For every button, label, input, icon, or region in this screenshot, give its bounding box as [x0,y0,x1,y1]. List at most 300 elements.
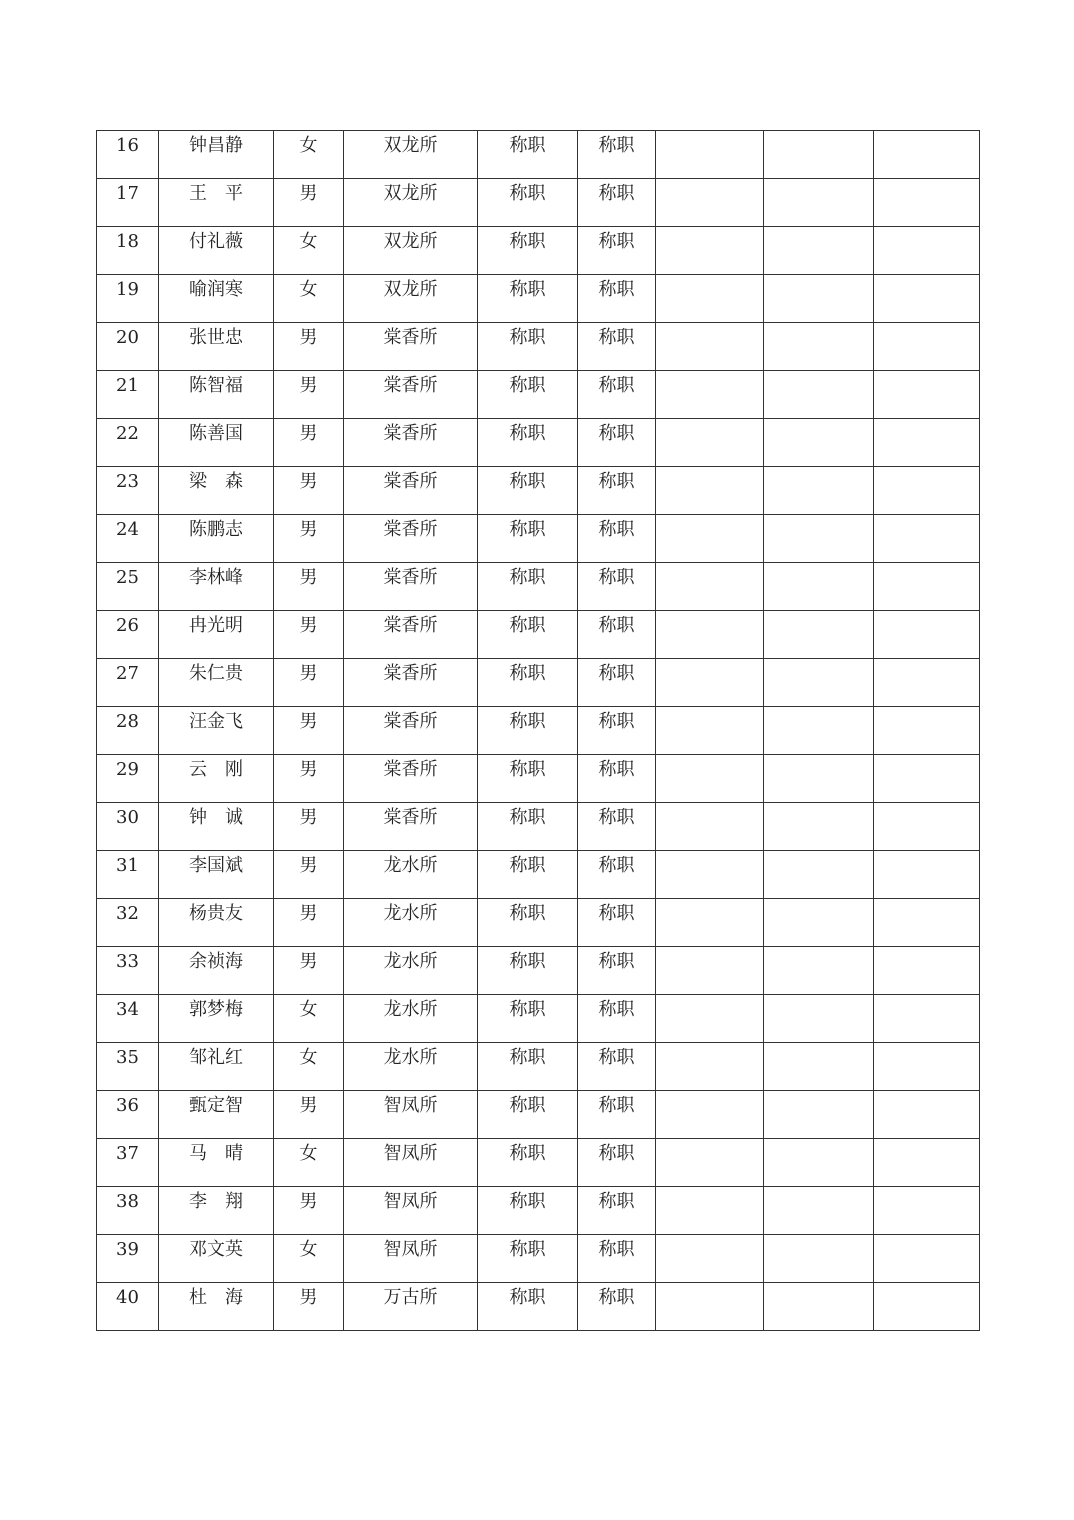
person-name: 陈鹏志 [189,519,243,540]
row-number: 32 [116,903,139,924]
gender-cell [274,1139,344,1187]
row-number-cell [97,419,159,467]
person-name-cell [159,1091,274,1139]
empty-cell [656,467,764,515]
rating-2: 称职 [598,711,635,732]
rating-2-cell [578,611,656,659]
empty-cell [764,1091,874,1139]
table-row [97,707,980,755]
row-number: 29 [116,759,139,780]
person-name: 陈善国 [189,423,243,444]
rating-2: 称职 [598,1191,635,1212]
rating-2-cell [578,803,656,851]
empty-cell [656,1091,764,1139]
unit-cell [344,851,478,899]
person-name-cell [159,371,274,419]
gender-cell [274,179,344,227]
rating-2: 称职 [598,423,635,444]
empty-cell [874,1283,980,1331]
person-name: 李 翔 [189,1191,243,1212]
row-number: 26 [116,615,139,636]
rating-2-cell [578,851,656,899]
person-name-cell [159,275,274,323]
unit-cell [344,467,478,515]
unit-cell [344,899,478,947]
empty-cell [656,515,764,563]
empty-cell [874,899,980,947]
person-name: 钟 诚 [189,807,243,828]
row-number-cell [97,371,159,419]
unit-cell [344,659,478,707]
person-name-cell [159,323,274,371]
rating-1: 称职 [509,567,546,588]
rating-2: 称职 [598,183,635,204]
person-name: 马 晴 [189,1143,243,1164]
empty-cell [874,179,980,227]
person-name-cell [159,179,274,227]
empty-cell [656,1139,764,1187]
rating-1-cell [478,803,578,851]
rating-2: 称职 [598,807,635,828]
empty-cell [764,899,874,947]
gender-cell [274,899,344,947]
gender-cell [274,275,344,323]
unit: 棠香所 [383,807,438,828]
gender-cell [274,803,344,851]
empty-cell [656,1283,764,1331]
row-number-cell [97,851,159,899]
empty-cell [764,803,874,851]
row-number: 22 [116,423,139,444]
table-row [97,851,980,899]
unit-cell [344,275,478,323]
rating-1-cell [478,1235,578,1283]
empty-cell [764,947,874,995]
empty-cell [656,419,764,467]
empty-cell [874,563,980,611]
rating-2-cell [578,1043,656,1091]
row-number-cell [97,707,159,755]
empty-cell [874,131,980,179]
table-row [97,1091,980,1139]
rating-1: 称职 [509,471,546,492]
person-name: 陈智福 [189,375,243,396]
gender-cell [274,131,344,179]
empty-cell [656,707,764,755]
gender-cell [274,1187,344,1235]
rating-1: 称职 [509,855,546,876]
gender: 男 [299,375,318,396]
rating-1: 称职 [509,327,546,348]
rating-2: 称职 [598,135,635,156]
person-name-cell [159,611,274,659]
empty-cell [656,1187,764,1235]
person-name: 张世忠 [189,327,243,348]
row-number: 36 [116,1095,139,1116]
unit: 智凤所 [383,1239,438,1260]
person-name: 王 平 [189,183,243,204]
row-number-cell [97,467,159,515]
rating-2-cell [578,179,656,227]
row-number: 24 [116,519,139,540]
empty-cell [656,275,764,323]
rating-2: 称职 [598,231,635,252]
rating-1: 称职 [509,279,546,300]
rating-1-cell [478,227,578,275]
empty-cell [656,1235,764,1283]
rating-2-cell [578,1187,656,1235]
rating-2-cell [578,899,656,947]
rating-1: 称职 [509,375,546,396]
rating-2: 称职 [598,1143,635,1164]
gender-cell [274,563,344,611]
gender: 女 [299,1143,318,1164]
row-number: 40 [116,1287,139,1308]
person-name-cell [159,659,274,707]
empty-cell [656,995,764,1043]
rating-2-cell [578,995,656,1043]
row-number: 17 [116,183,139,204]
empty-cell [656,611,764,659]
unit-cell [344,1235,478,1283]
rating-1-cell [478,611,578,659]
unit-cell [344,1139,478,1187]
person-name-cell [159,803,274,851]
person-name-cell [159,515,274,563]
empty-cell [874,1043,980,1091]
row-number: 35 [116,1047,139,1068]
rating-2: 称职 [598,567,635,588]
person-name-cell [159,707,274,755]
unit: 棠香所 [383,759,438,780]
row-number-cell [97,1283,159,1331]
row-number-cell [97,227,159,275]
rating-1: 称职 [509,711,546,732]
gender-cell [274,995,344,1043]
table-row [97,1043,980,1091]
unit-cell [344,515,478,563]
rating-1: 称职 [509,615,546,636]
empty-cell [764,515,874,563]
empty-cell [874,659,980,707]
unit-cell [344,995,478,1043]
person-name-cell [159,995,274,1043]
gender: 男 [299,951,318,972]
person-name-cell [159,947,274,995]
unit: 棠香所 [383,375,438,396]
rating-1-cell [478,515,578,563]
rating-2-cell [578,227,656,275]
rating-2: 称职 [598,1287,635,1308]
person-name: 杨贵友 [189,903,243,924]
gender: 男 [299,759,318,780]
rating-2: 称职 [598,759,635,780]
rating-2: 称职 [598,1239,635,1260]
row-number: 16 [116,135,139,156]
rating-2: 称职 [598,615,635,636]
empty-cell [656,371,764,419]
empty-cell [764,659,874,707]
person-name-cell [159,899,274,947]
empty-cell [874,467,980,515]
unit: 智凤所 [383,1191,438,1212]
person-name: 冉光明 [189,615,243,636]
gender-cell [274,611,344,659]
rating-1: 称职 [509,951,546,972]
gender: 男 [299,567,318,588]
empty-cell [656,851,764,899]
empty-cell [764,611,874,659]
gender-cell [274,467,344,515]
table-row [97,659,980,707]
rating-1-cell [478,419,578,467]
row-number: 30 [116,807,139,828]
empty-cell [874,755,980,803]
unit-cell [344,1283,478,1331]
row-number: 25 [116,567,139,588]
person-name: 郭梦梅 [189,999,243,1020]
row-number-cell [97,1043,159,1091]
rating-1-cell [478,1187,578,1235]
rating-2-cell [578,1235,656,1283]
person-name: 付礼薇 [189,231,243,252]
gender: 男 [299,855,318,876]
unit: 智凤所 [383,1143,438,1164]
unit: 龙水所 [383,903,438,924]
rating-1-cell [478,1043,578,1091]
person-name-cell [159,131,274,179]
rating-1-cell [478,275,578,323]
gender: 男 [299,1095,318,1116]
rating-1: 称职 [509,183,546,204]
rating-2: 称职 [598,999,635,1020]
rating-2-cell [578,1139,656,1187]
unit: 龙水所 [383,999,438,1020]
empty-cell [764,275,874,323]
empty-cell [764,179,874,227]
empty-cell [764,1283,874,1331]
rating-1: 称职 [509,1095,546,1116]
rating-1-cell [478,1139,578,1187]
row-number-cell [97,947,159,995]
gender: 男 [299,807,318,828]
rating-2-cell [578,755,656,803]
gender-cell [274,851,344,899]
empty-cell [874,1187,980,1235]
personnel-table [96,130,980,1331]
row-number-cell [97,179,159,227]
person-name-cell [159,1043,274,1091]
row-number-cell [97,275,159,323]
rating-1-cell [478,899,578,947]
table-row [97,467,980,515]
rating-1-cell [478,323,578,371]
unit: 龙水所 [383,951,438,972]
row-number: 37 [116,1143,139,1164]
row-number: 27 [116,663,139,684]
empty-cell [874,227,980,275]
empty-cell [656,803,764,851]
empty-cell [874,947,980,995]
unit-cell [344,611,478,659]
row-number-cell [97,563,159,611]
row-number: 38 [116,1191,139,1212]
rating-2-cell [578,515,656,563]
gender: 女 [299,231,318,252]
gender-cell [274,659,344,707]
rating-1: 称职 [509,231,546,252]
gender-cell [274,419,344,467]
unit: 棠香所 [383,567,438,588]
rating-2: 称职 [598,327,635,348]
gender: 男 [299,903,318,924]
gender: 男 [299,615,318,636]
rating-1-cell [478,755,578,803]
empty-cell [874,371,980,419]
unit: 龙水所 [383,855,438,876]
empty-cell [874,707,980,755]
unit: 棠香所 [383,471,438,492]
rating-2-cell [578,467,656,515]
table-row [97,323,980,371]
rating-2-cell [578,563,656,611]
table-row [97,419,980,467]
rating-2-cell [578,371,656,419]
unit: 棠香所 [383,327,438,348]
gender-cell [274,1043,344,1091]
gender: 男 [299,663,318,684]
gender-cell [274,323,344,371]
rating-2: 称职 [598,471,635,492]
table-row [97,755,980,803]
table-body [97,131,980,1331]
row-number: 39 [116,1239,139,1260]
unit-cell [344,707,478,755]
empty-cell [656,755,764,803]
row-number-cell [97,1091,159,1139]
rating-1: 称职 [509,903,546,924]
unit: 棠香所 [383,615,438,636]
gender-cell [274,707,344,755]
table-row [97,899,980,947]
row-number: 31 [116,855,139,876]
gender: 女 [299,999,318,1020]
unit-cell [344,755,478,803]
empty-cell [874,323,980,371]
table-row [97,563,980,611]
table-row [97,131,980,179]
rating-2-cell [578,947,656,995]
empty-cell [656,179,764,227]
person-name: 汪金飞 [189,711,243,732]
row-number: 20 [116,327,139,348]
person-name: 邓文英 [189,1239,243,1260]
table-row [97,947,980,995]
gender-cell [274,227,344,275]
rating-1-cell [478,371,578,419]
unit: 棠香所 [383,663,438,684]
unit-cell [344,323,478,371]
table-row [97,803,980,851]
rating-1: 称职 [509,1047,546,1068]
empty-cell [764,371,874,419]
table-row [97,1283,980,1331]
empty-cell [874,419,980,467]
table-row [97,179,980,227]
empty-cell [764,851,874,899]
row-number-cell [97,659,159,707]
row-number: 33 [116,951,139,972]
empty-cell [874,611,980,659]
unit: 棠香所 [383,519,438,540]
row-number: 23 [116,471,139,492]
person-name: 余祯海 [189,951,243,972]
unit: 龙水所 [383,1047,438,1068]
person-name: 李林峰 [189,567,243,588]
rating-1: 称职 [509,999,546,1020]
empty-cell [874,851,980,899]
rating-2: 称职 [598,1047,635,1068]
rating-1-cell [478,467,578,515]
unit: 棠香所 [383,423,438,444]
rating-1: 称职 [509,759,546,780]
rating-1: 称职 [509,1287,546,1308]
rating-2: 称职 [598,663,635,684]
row-number: 34 [116,999,139,1020]
person-name: 甄定智 [189,1095,243,1116]
rating-2-cell [578,707,656,755]
empty-cell [656,1043,764,1091]
rating-2-cell [578,275,656,323]
unit: 万古所 [383,1287,438,1308]
unit: 双龙所 [383,231,438,252]
rating-2: 称职 [598,279,635,300]
person-name-cell [159,755,274,803]
empty-cell [764,1043,874,1091]
unit: 双龙所 [383,183,438,204]
gender-cell [274,371,344,419]
unit-cell [344,371,478,419]
row-number-cell [97,899,159,947]
gender-cell [274,947,344,995]
table-row [97,611,980,659]
empty-cell [764,323,874,371]
gender: 男 [299,711,318,732]
rating-1-cell [478,179,578,227]
person-name-cell [159,419,274,467]
gender: 女 [299,135,318,156]
empty-cell [874,803,980,851]
gender: 男 [299,423,318,444]
row-number: 28 [116,711,139,732]
gender: 女 [299,279,318,300]
empty-cell [764,755,874,803]
empty-cell [764,419,874,467]
empty-cell [656,227,764,275]
gender: 女 [299,1047,318,1068]
unit-cell [344,1187,478,1235]
empty-cell [764,1187,874,1235]
person-name: 梁 森 [189,471,243,492]
empty-cell [874,1091,980,1139]
row-number-cell [97,755,159,803]
gender-cell [274,515,344,563]
person-name: 云 刚 [189,759,243,780]
row-number-cell [97,1187,159,1235]
row-number-cell [97,611,159,659]
gender: 男 [299,1287,318,1308]
table-row [97,515,980,563]
